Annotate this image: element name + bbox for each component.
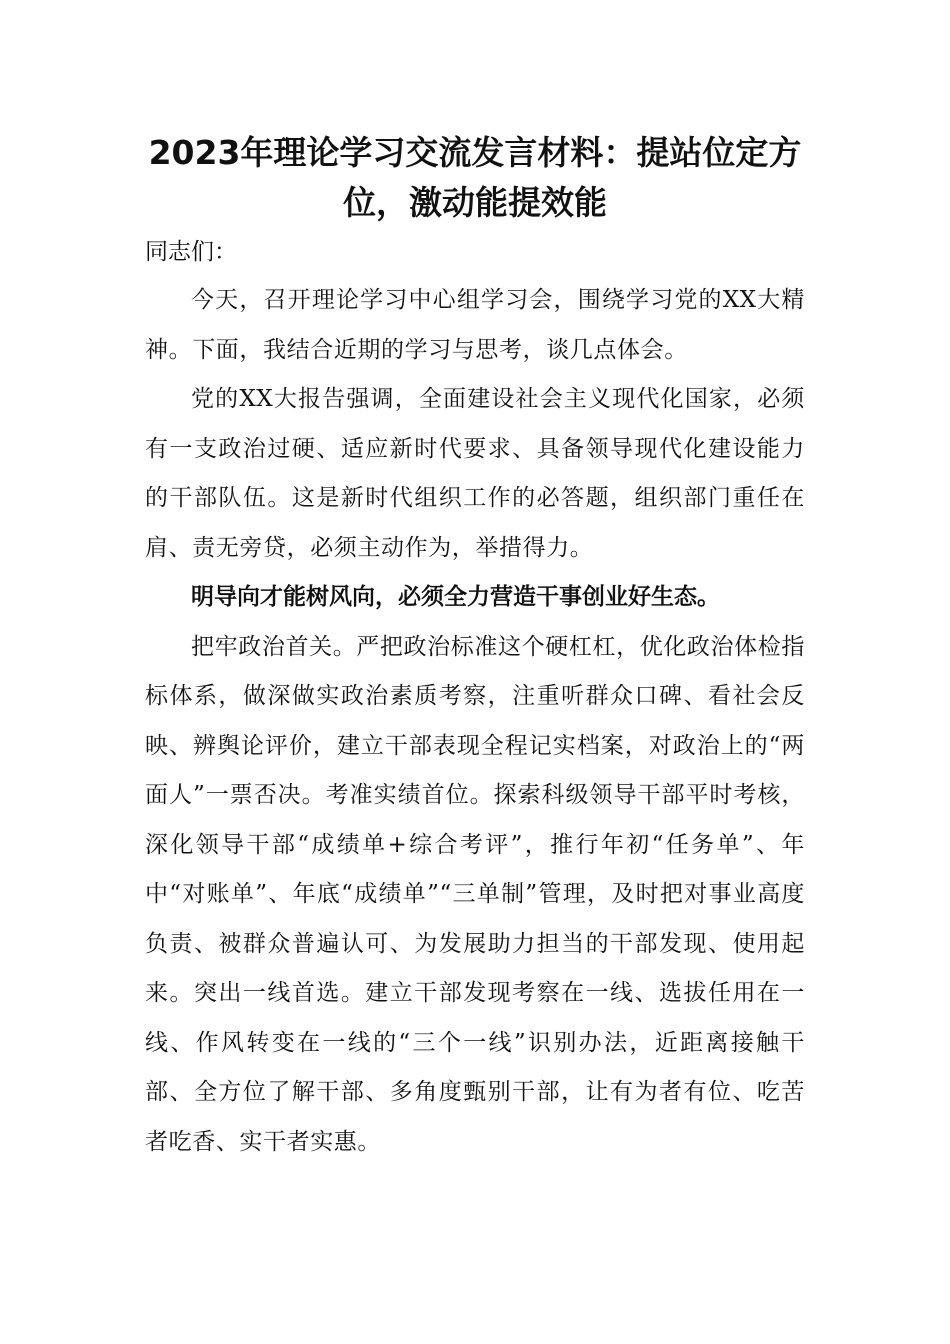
context-paragraph: 党的XX大报告强调，全面建设社会主义现代化国家，必须有一支政治过硬、适应新时代要求、具备领导现代化建设能力的干部队伍。这是新时代组织工作的必答题，组织部门重任在肩、责无旁贷，必须主动作为，举措得力。	[145, 386, 805, 561]
section-paragraph: 把牢政治首关。严把政治标准这个硬杠杠，优化政治体检指标体系，做深做实政治素质考察，注重听群众口碑、看社会反映、辨舆论评价，建立干部表现全程记实档案，对政治上的“两面人”一票否决。考准实绩首位。探索科级领导干部平时考核，深化领导干部“成绩单+综合考评”，推行年初“任务单”、年中“对账单”、年底“成绩单”“三单制”管理，及时把对事业高度负责、被群众普遍认可、为发展助力担当的干部发现、使用起来。突出一线首选。建立干部发现考察在一线、选拔任用在一线、作风转变在一线的“三个一线”识别办法，近距离接触干部、全方位了解干部、多角度甄别干部，让有为者有位、吃苦者吃香、实干者实惠。	[145, 633, 805, 1155]
salutation: 同志们：	[145, 239, 237, 265]
opening-paragraph: 今天，召开理论学习中心组学习会，围绕学习党的XX大精神。下面，我结合近期的学习与思考，谈几点体会。	[145, 287, 805, 363]
document-body	[145, 128, 805, 1167]
document-title: 2023年理论学习交流发言材料：提站位定方位，激动能提效能	[148, 133, 802, 222]
section-heading: 明导向才能树风向，必须全力营造干事创业好生态。	[191, 584, 720, 610]
